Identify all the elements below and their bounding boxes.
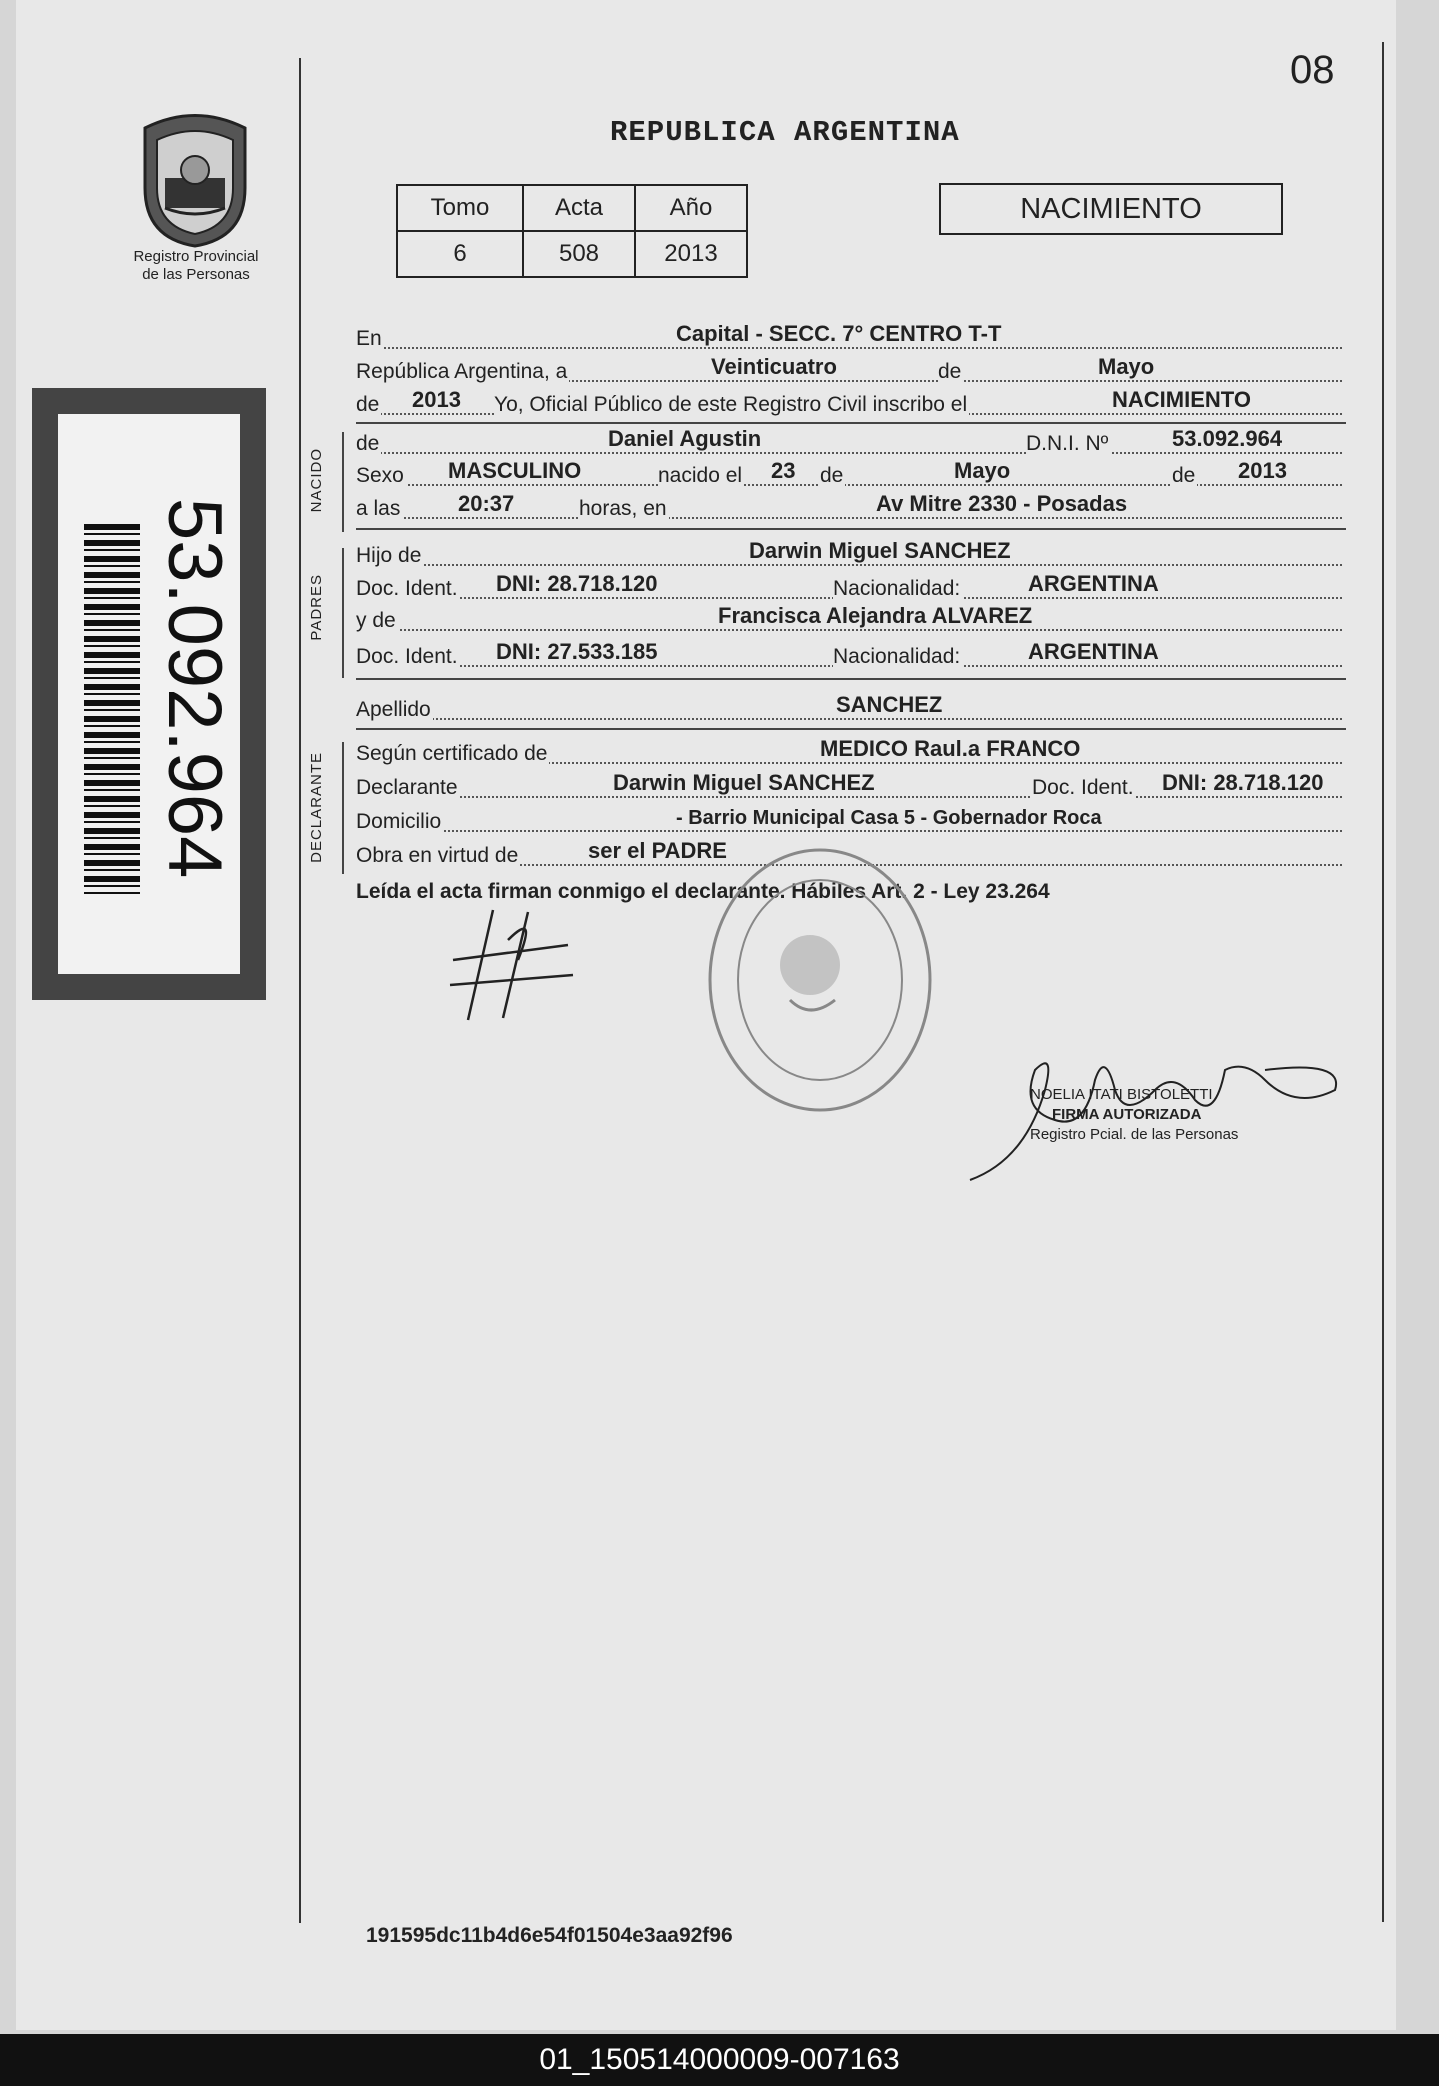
birth-place: Av Mitre 2330 - Posadas — [876, 491, 1128, 516]
row-sexo: Sexo MASCULINO nacido el 23 de Mayo de 2013 — [356, 460, 1342, 490]
father-name: Darwin Miguel SANCHEZ — [749, 538, 1011, 563]
acta-value: 508 — [523, 231, 635, 277]
father-nationality: ARGENTINA — [1028, 571, 1159, 596]
anio-value: 2013 — [635, 231, 747, 277]
row-obra: Obra en virtud de ser el PADRE — [356, 840, 1342, 870]
row-domicilio: Domicilio - Barrio Municipal Casa 5 - Gobernador Roca — [356, 806, 1342, 836]
declarant-signature — [448, 900, 578, 1030]
row-republica: República Argentina, a Veinticuatro de Mayo — [356, 356, 1342, 386]
row-doc-padre: Doc. Ident. DNI: 28.718.120 Nacionalidad: ARGENTINA — [356, 573, 1342, 603]
day-value: Veinticuatro — [711, 354, 837, 379]
child-name: Daniel Agustin — [608, 426, 762, 451]
certificate-issuer: MEDICO Raul.a FRANCO — [820, 736, 1081, 761]
record-type-box: NACIMIENTO — [939, 183, 1283, 235]
anio-header: Año — [635, 185, 747, 231]
address-value: - Barrio Municipal Casa 5 - Gobernador Roca — [676, 807, 1102, 829]
mother-name: Francisca Alejandra ALVAREZ — [718, 603, 1033, 628]
row-madre: y de Francisca Alejandra ALVAREZ — [356, 605, 1342, 635]
section-label-declarante: DECLARANTE — [308, 752, 325, 863]
province-seal-icon — [135, 108, 255, 248]
place-value: Capital - SECC. 7° CENTRO T-T — [676, 321, 1002, 346]
right-margin-rule — [1382, 42, 1384, 1922]
closing-statement: Leída el acta firman conmigo el declarante. Hábiles Art. 2 - Ley 23.264 — [356, 880, 1050, 903]
birth-time: 20:37 — [458, 491, 515, 516]
birth-day: 23 — [771, 458, 796, 483]
row-hijo: Hijo de Darwin Miguel SANCHEZ — [356, 540, 1342, 570]
record-table — [396, 184, 748, 278]
footer-id: 01_150514000009-007163 — [0, 2034, 1439, 2086]
signatory-block — [1030, 1085, 1238, 1145]
nacido-rule — [342, 432, 344, 532]
declarant-dni: DNI: 28.718.120 — [1162, 770, 1324, 795]
barcode-number: 53.092.964 — [152, 498, 237, 879]
section-label-nacido: NACIDO — [308, 448, 325, 513]
father-dni: DNI: 28.718.120 — [496, 571, 658, 596]
padres-rule — [342, 548, 344, 678]
tomo-value: 6 — [397, 231, 523, 277]
official-stamp — [695, 830, 945, 1130]
row-nombre: de Daniel Agustin D.N.I. Nº 53.092.964 — [356, 428, 1342, 458]
declarante-rule — [342, 742, 344, 874]
acta-header: Acta — [523, 185, 635, 231]
document-title: REPUBLICA ARGENTINA — [610, 116, 960, 149]
row-anio: de 2013 Yo, Oficial Público de este Registro Civil inscribo el NACIMIENTO — [356, 389, 1342, 419]
row-doc-madre: Doc. Ident. DNI: 27.533.185 Nacionalidad: ARGENTINA — [356, 641, 1342, 671]
sex-value: MASCULINO — [448, 458, 582, 483]
inscription-type: NACIMIENTO — [1112, 387, 1251, 412]
registry-name: Registro Provincial de las Personas — [133, 248, 259, 283]
row-certificado: Según certificado de MEDICO Raul.a FRANCO — [356, 738, 1342, 768]
document-hash: 191595dc11b4d6e54f01504e3aa92f96 — [366, 1924, 733, 1947]
declarant-name: Darwin Miguel SANCHEZ — [613, 770, 875, 795]
signatory-role: FIRMA AUTORIZADA — [1052, 1106, 1202, 1123]
row-declarante: Declarante Darwin Miguel SANCHEZ Doc. Ident. DNI: 28.718.120 — [356, 772, 1342, 802]
tomo-header: Tomo — [397, 185, 523, 231]
birth-month: Mayo — [954, 458, 1011, 483]
row-apellido: Apellido SANCHEZ — [356, 694, 1342, 724]
month-value: Mayo — [1098, 354, 1155, 379]
row-en: En Capital - SECC. 7° CENTRO T-T — [356, 323, 1342, 353]
mother-dni: DNI: 27.533.185 — [496, 639, 658, 664]
dni-barcode-sticker — [32, 388, 266, 1000]
mother-nationality: ARGENTINA — [1028, 639, 1159, 664]
declarant-reason: ser el PADRE — [588, 838, 727, 863]
year-value: 2013 — [412, 387, 461, 412]
page-number: 08 — [1290, 48, 1335, 92]
row-hora: a las 20:37 horas, en Av Mitre 2330 - Posadas — [356, 493, 1342, 523]
signatory-office: Registro Pcial. de las Personas — [1030, 1126, 1239, 1143]
birth-year: 2013 — [1238, 458, 1287, 483]
surname-value: SANCHEZ — [836, 692, 943, 717]
left-margin-rule — [299, 58, 301, 1923]
child-dni: 53.092.964 — [1172, 426, 1283, 451]
signatory-name: NOELIA ITATI BISTOLETTI — [1030, 1086, 1213, 1103]
barcode — [84, 524, 140, 894]
section-label-padres: PADRES — [308, 574, 325, 641]
